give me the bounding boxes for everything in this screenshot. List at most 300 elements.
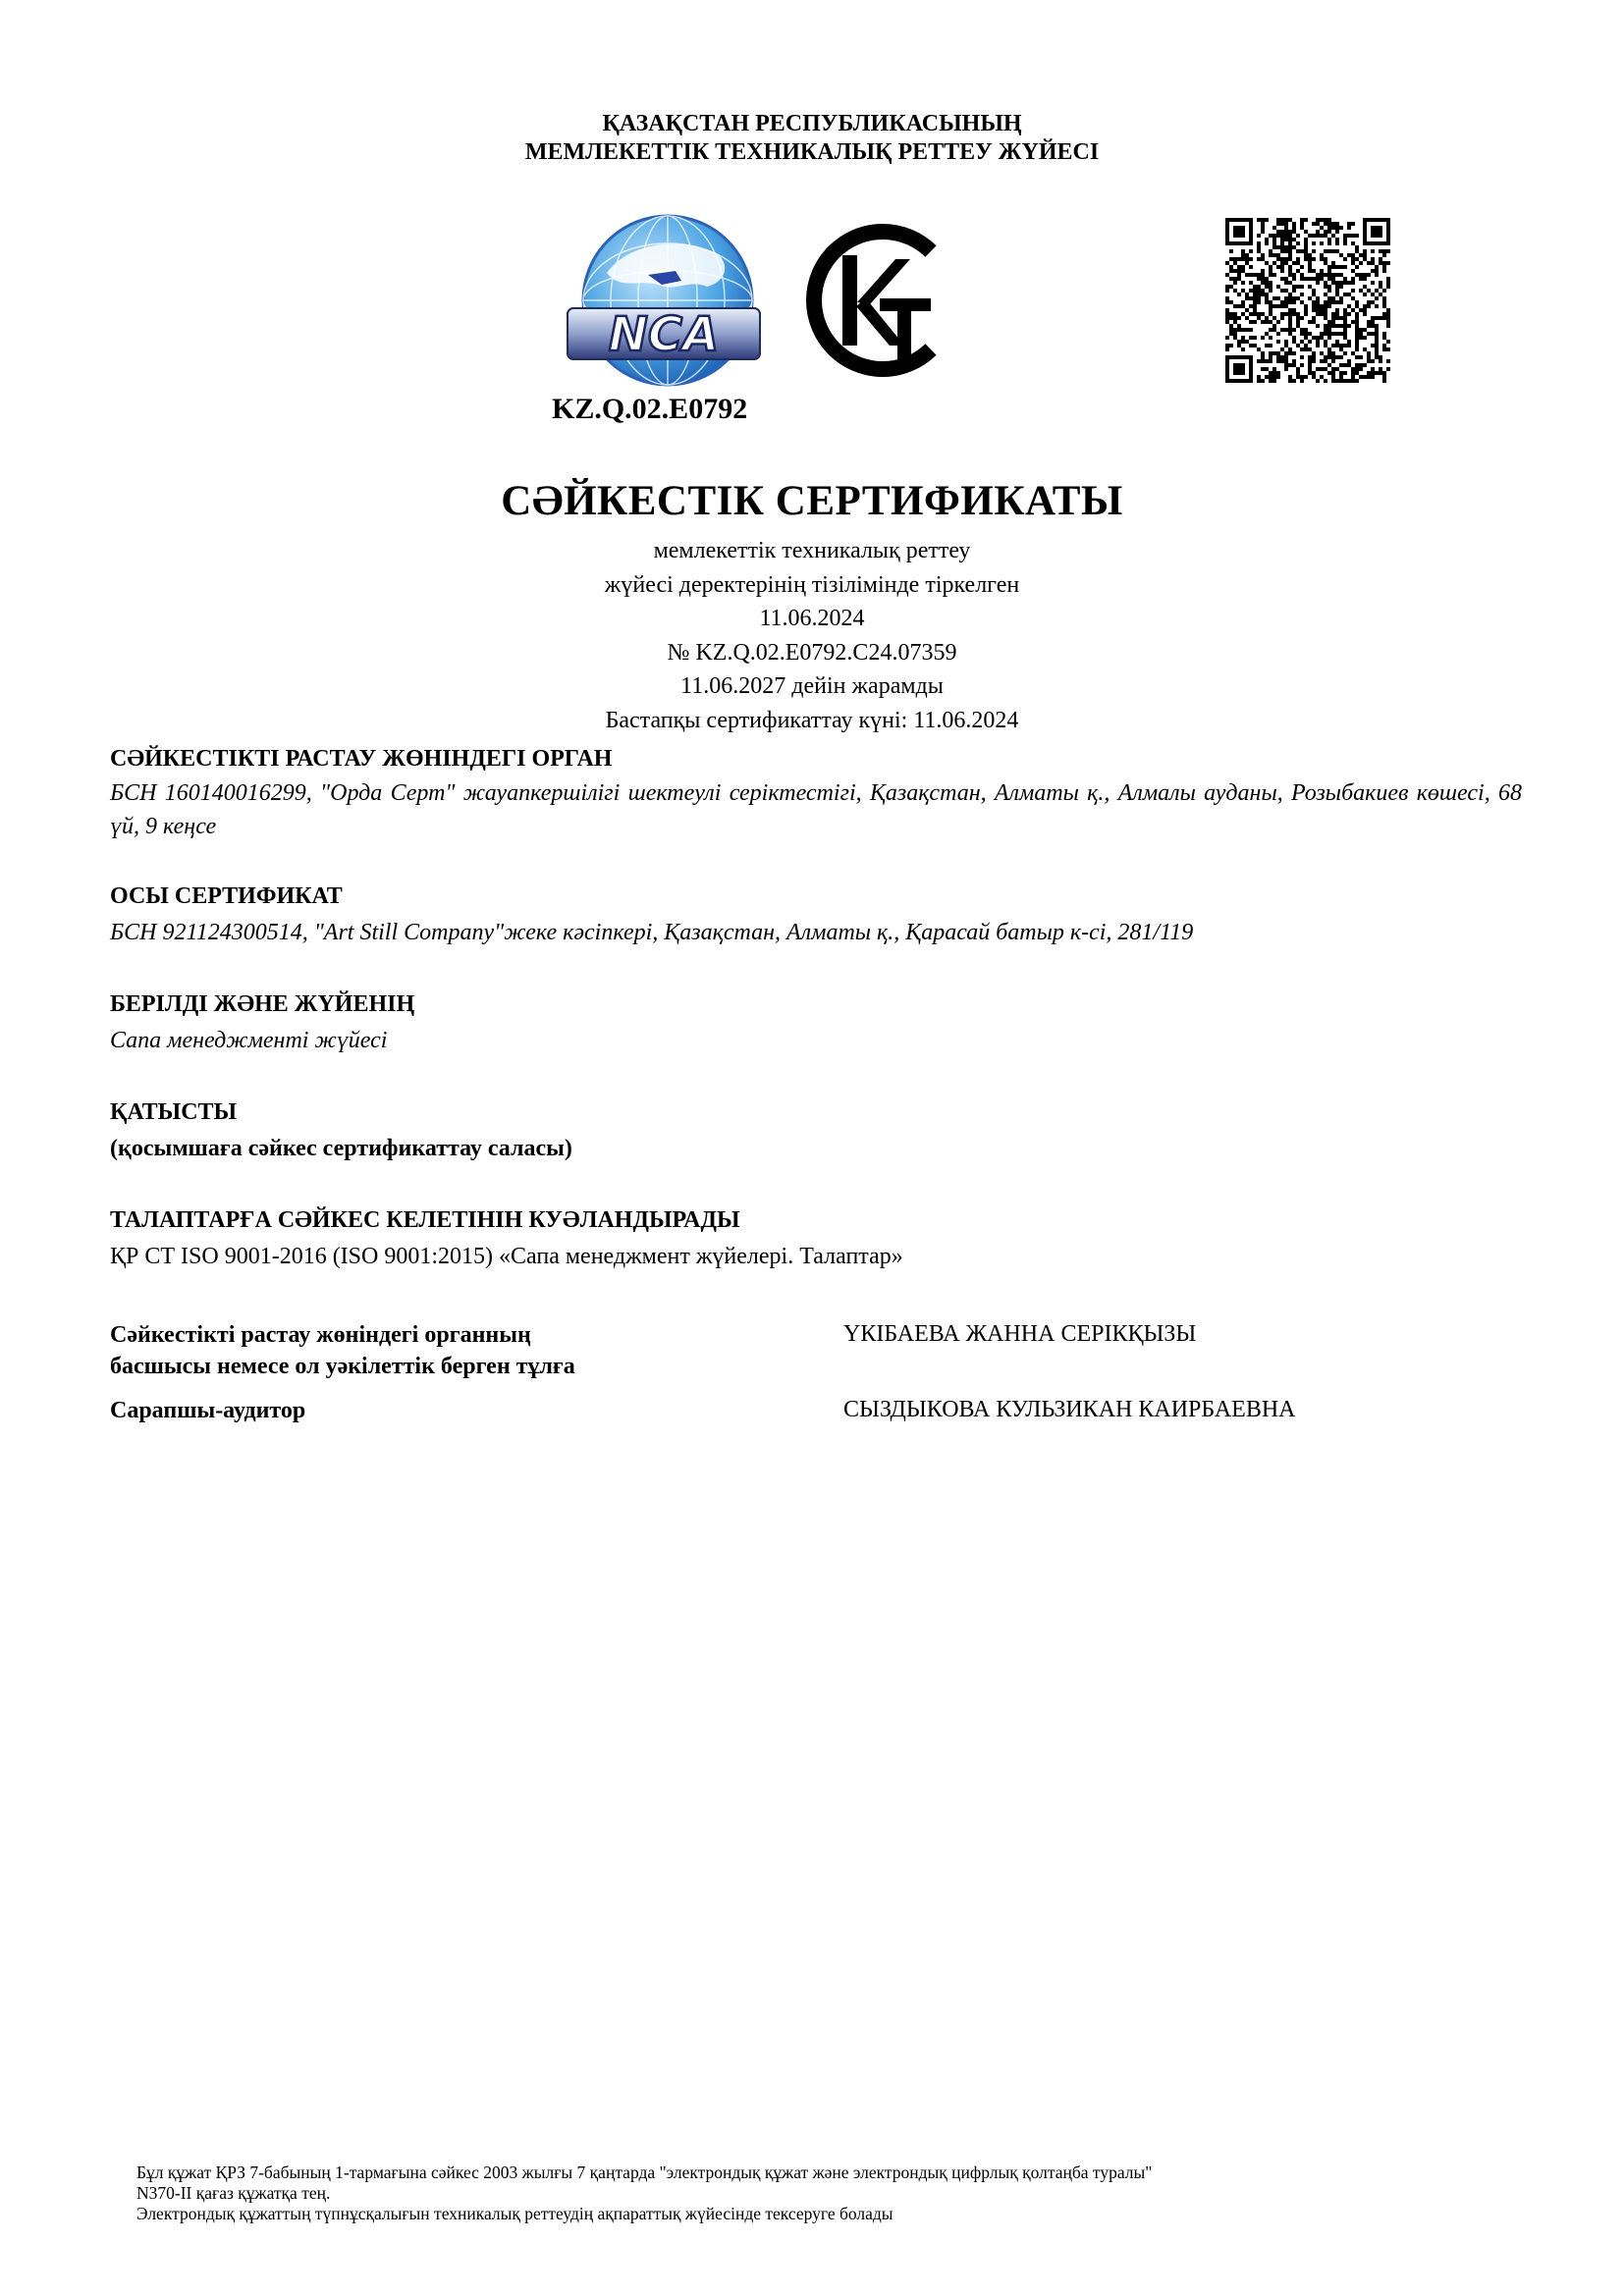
qr-module <box>1339 332 1343 336</box>
qr-module <box>1339 296 1343 300</box>
qr-module <box>1225 300 1229 304</box>
qr-module <box>1367 355 1371 359</box>
qr-module <box>1355 312 1359 316</box>
qr-module <box>1351 320 1355 324</box>
qr-module <box>1280 347 1284 351</box>
qr-module <box>1300 316 1304 320</box>
qr-module <box>1371 320 1375 324</box>
qr-module <box>1343 293 1347 296</box>
qr-module <box>1257 316 1261 320</box>
qr-module <box>1261 226 1265 230</box>
qr-module <box>1367 273 1371 277</box>
signatory-name-auditor: СЫЗДЫКОВА КУЛЬЗИКАН КАИРБАЕВНА <box>843 1397 1296 1422</box>
qr-module <box>1304 328 1308 332</box>
qr-module <box>1327 347 1331 351</box>
qr-module <box>1316 324 1320 328</box>
qr-module <box>1284 300 1288 304</box>
qr-module <box>1324 308 1327 312</box>
qr-module <box>1327 265 1331 269</box>
qr-module <box>1225 347 1229 351</box>
qr-module <box>1261 269 1265 273</box>
qr-module <box>1225 316 1229 320</box>
qr-module <box>1284 340 1288 344</box>
qr-module <box>1351 257 1355 261</box>
qr-module <box>1367 289 1371 293</box>
qr-module <box>1386 359 1390 363</box>
qr-module <box>1347 234 1351 238</box>
qr-module <box>1304 347 1308 351</box>
qr-module <box>1261 355 1265 359</box>
system-heading: БЕРІЛДІ ЖӘНЕ ЖҮЙЕНІҢ <box>110 991 415 1017</box>
qr-module <box>1355 363 1359 367</box>
qr-module <box>1335 230 1339 234</box>
qr-module <box>1261 277 1265 281</box>
qr-module <box>1253 320 1257 324</box>
qr-module <box>1327 273 1331 277</box>
qr-module <box>1233 261 1237 265</box>
qr-module <box>1355 273 1359 277</box>
qr-module <box>1229 265 1233 269</box>
qr-module <box>1265 285 1269 289</box>
qr-module <box>1229 324 1233 328</box>
qr-module <box>1347 344 1351 347</box>
qr-module <box>1308 340 1312 344</box>
qr-module <box>1347 312 1351 316</box>
qr-module <box>1225 312 1229 316</box>
qr-module <box>1331 261 1335 265</box>
qr-module <box>1363 253 1367 257</box>
header <box>0 110 1624 167</box>
qr-module <box>1300 355 1304 359</box>
qr-module <box>1331 324 1335 328</box>
qr-module <box>1331 222 1335 226</box>
qr-module <box>1339 226 1343 230</box>
qr-module <box>1379 293 1382 296</box>
qr-module <box>1276 359 1280 363</box>
qr-module <box>1257 257 1261 261</box>
qr-module <box>1288 296 1292 300</box>
qr-module <box>1367 332 1371 336</box>
qr-module <box>1324 304 1327 308</box>
qr-module <box>1280 316 1284 320</box>
qr-module <box>1284 312 1288 316</box>
qr-module <box>1280 245 1284 249</box>
qr-module <box>1304 332 1308 336</box>
qr-module <box>1288 328 1292 332</box>
qr-module <box>1276 296 1280 300</box>
qr-module <box>1272 261 1276 265</box>
qr-module <box>1304 241 1308 245</box>
qr-module <box>1327 328 1331 332</box>
qr-module <box>1241 304 1245 308</box>
qr-module <box>1355 332 1359 336</box>
qr-module <box>1245 261 1249 265</box>
qr-module <box>1343 351 1347 355</box>
requirements-text: ҚР СТ ISO 9001-2016 (ISO 9001:2015) «Сапа менеджмент жүйелері. Талаптар» <box>110 1244 903 1269</box>
qr-module <box>1335 241 1339 245</box>
qr-module <box>1237 265 1241 269</box>
qr-module <box>1312 249 1316 253</box>
qr-module <box>1351 269 1355 273</box>
qr-module <box>1316 277 1320 281</box>
qr-module <box>1284 245 1288 249</box>
qr-module <box>1261 312 1265 316</box>
qr-module <box>1245 316 1249 320</box>
qr-module <box>1241 257 1245 261</box>
qr-module <box>1327 285 1331 289</box>
qr-module <box>1225 344 1229 347</box>
qr-module <box>1225 320 1229 324</box>
qr-module <box>1296 375 1300 379</box>
qr-module <box>1359 308 1363 312</box>
qr-module <box>1320 359 1324 363</box>
qr-module <box>1265 344 1269 347</box>
qr-module <box>1363 308 1367 312</box>
qr-module <box>1300 363 1304 367</box>
qr-module <box>1327 355 1331 359</box>
qr-module <box>1324 332 1327 336</box>
qr-module <box>1343 277 1347 281</box>
qr-module <box>1276 245 1280 249</box>
qr-module <box>1253 293 1257 296</box>
qr-module <box>1296 269 1300 273</box>
qr-module <box>1335 265 1339 269</box>
qr-module <box>1308 269 1312 273</box>
qr-module <box>1292 328 1296 332</box>
qr-module <box>1335 300 1339 304</box>
qr-module <box>1351 241 1355 245</box>
qr-module <box>1331 379 1335 383</box>
qr-module <box>1363 363 1367 367</box>
qr-module <box>1363 347 1367 351</box>
qr-module <box>1382 347 1386 351</box>
qr-module <box>1331 281 1335 285</box>
qr-module <box>1292 359 1296 363</box>
qr-module <box>1308 355 1312 359</box>
qr-module <box>1284 304 1288 308</box>
qr-module <box>1272 296 1276 300</box>
qr-module <box>1261 222 1265 226</box>
signatory-role-head <box>110 1319 575 1382</box>
qr-module <box>1324 249 1327 253</box>
qr-module <box>1300 379 1304 383</box>
qr-module <box>1269 300 1272 304</box>
qr-module <box>1359 273 1363 277</box>
qr-module <box>1327 277 1331 281</box>
qr-module <box>1308 285 1312 289</box>
qr-module <box>1339 347 1343 351</box>
qr-module <box>1265 238 1269 241</box>
qr-module <box>1272 253 1276 257</box>
qr-module <box>1269 253 1272 257</box>
qr-module <box>1335 281 1339 285</box>
qr-module <box>1261 359 1265 363</box>
qr-module <box>1355 367 1359 371</box>
qr-module <box>1363 293 1367 296</box>
qr-module <box>1343 336 1347 340</box>
qr-module <box>1327 230 1331 234</box>
qr-module <box>1375 269 1379 273</box>
qr-module <box>1331 359 1335 363</box>
qr-module <box>1335 332 1339 336</box>
qr-module <box>1339 285 1343 289</box>
qr-module <box>1292 312 1296 316</box>
qr-module <box>1320 257 1324 261</box>
qr-module <box>1375 351 1379 355</box>
qr-module <box>1351 222 1355 226</box>
qr-module <box>1331 332 1335 336</box>
qr-module <box>1292 261 1296 265</box>
qr-module <box>1229 328 1233 332</box>
qr-module <box>1320 375 1324 379</box>
qr-module <box>1351 367 1355 371</box>
qr-module <box>1253 300 1257 304</box>
qr-module <box>1237 324 1241 328</box>
qr-module <box>1280 261 1284 265</box>
qr-module <box>1367 371 1371 375</box>
qr-module <box>1253 289 1257 293</box>
qr-module <box>1331 316 1335 320</box>
qr-module <box>1379 367 1382 371</box>
qr-module <box>1320 336 1324 340</box>
qr-module <box>1261 379 1265 383</box>
qr-module <box>1269 312 1272 316</box>
qr-module <box>1296 316 1300 320</box>
qr-module <box>1288 316 1292 320</box>
qr-module <box>1308 253 1312 257</box>
qr-module <box>1327 289 1331 293</box>
qr-module <box>1367 300 1371 304</box>
qr-module <box>1386 316 1390 320</box>
qr-module <box>1324 312 1327 316</box>
qr-module <box>1371 249 1375 253</box>
qr-module <box>1347 226 1351 230</box>
qr-module <box>1355 336 1359 340</box>
qr-module <box>1324 328 1327 332</box>
qr-module <box>1304 304 1308 308</box>
qr-module <box>1324 355 1327 359</box>
qr-module <box>1312 371 1316 375</box>
qr-module <box>1272 328 1276 332</box>
qr-module <box>1308 265 1312 269</box>
qr-module <box>1316 379 1320 383</box>
qr-module <box>1249 289 1253 293</box>
valid-until: 11.06.2027 дейін жарамды <box>680 673 944 699</box>
qr-module <box>1351 289 1355 293</box>
qr-module <box>1233 289 1237 293</box>
qr-module <box>1249 312 1253 316</box>
qr-module <box>1292 379 1296 383</box>
qr-module <box>1300 277 1304 281</box>
qr-module <box>1351 296 1355 300</box>
qr-module <box>1355 257 1359 261</box>
qr-module <box>1335 344 1339 347</box>
qr-module <box>1367 261 1371 265</box>
qr-module <box>1371 359 1375 363</box>
qr-module <box>1339 355 1343 359</box>
qr-module <box>1316 340 1320 344</box>
qr-module <box>1343 379 1347 383</box>
qr-module <box>1308 320 1312 324</box>
qr-module <box>1320 308 1324 312</box>
qr-module <box>1335 340 1339 344</box>
qr-module <box>1335 249 1339 253</box>
scope-subheading: (қосымшаға сәйкес сертификаттау саласы) <box>110 1136 572 1161</box>
qr-module <box>1347 293 1351 296</box>
qr-module <box>1359 375 1363 379</box>
qr-module <box>1339 253 1343 257</box>
qr-module <box>1379 355 1382 359</box>
qr-module <box>1253 304 1257 308</box>
certification-body-heading: СӘЙКЕСТІКТІ РАСТАУ ЖӨНІНДЕГІ ОРГАН <box>110 746 613 772</box>
qr-module <box>1351 375 1355 379</box>
kt-logo-text: KT <box>793 220 795 221</box>
qr-module <box>1249 336 1253 340</box>
qr-module <box>1324 281 1327 285</box>
qr-module <box>1300 332 1304 336</box>
qr-module <box>1300 347 1304 351</box>
qr-module <box>1292 277 1296 281</box>
qr-module <box>1347 324 1351 328</box>
qr-module <box>1312 355 1316 359</box>
qr-code[interactable] <box>1225 218 1390 383</box>
qr-module <box>1280 238 1284 241</box>
qr-module <box>1269 375 1272 379</box>
qr-module <box>1288 253 1292 257</box>
qr-module <box>1292 245 1296 249</box>
qr-module <box>1316 312 1320 316</box>
qr-module <box>1359 289 1363 293</box>
qr-module <box>1280 257 1284 261</box>
qr-module <box>1284 351 1288 355</box>
qr-module <box>1367 359 1371 363</box>
qr-module <box>1276 234 1280 238</box>
qr-module <box>1276 285 1280 289</box>
qr-module <box>1339 300 1343 304</box>
footer-line-1: Бұл құжат ҚРЗ 7-бабының 1-тармағына сәйкес 2003 жылғы 7 қаңтарда "электрондық құжат және электрондық цифрлық қолтаңба туралы" <box>136 2163 1153 2182</box>
qr-module <box>1375 296 1379 300</box>
qr-module <box>1269 308 1272 312</box>
qr-module <box>1316 273 1320 277</box>
qr-module <box>1276 340 1280 344</box>
qr-module <box>1335 379 1339 383</box>
qr-module <box>1371 371 1375 375</box>
initial-certification-date: Бастапқы сертификаттау күні: 11.06.2024 <box>605 707 1019 733</box>
qr-module <box>1272 375 1276 379</box>
qr-module <box>1292 230 1296 234</box>
qr-module <box>1304 230 1308 234</box>
qr-module <box>1304 238 1308 241</box>
qr-module <box>1320 269 1324 273</box>
qr-module <box>1363 304 1367 308</box>
qr-module <box>1379 359 1382 363</box>
qr-module <box>1312 300 1316 304</box>
qr-module <box>1382 379 1386 383</box>
qr-module <box>1280 312 1284 316</box>
qr-module <box>1327 218 1331 222</box>
qr-module <box>1225 308 1229 312</box>
qr-module <box>1371 281 1375 285</box>
qr-module <box>1367 304 1371 308</box>
qr-module <box>1261 289 1265 293</box>
qr-module <box>1339 344 1343 347</box>
qr-module <box>1249 265 1253 269</box>
qr-module <box>1347 340 1351 344</box>
qr-module <box>1375 332 1379 336</box>
qr-module <box>1265 320 1269 324</box>
qr-module <box>1249 320 1253 324</box>
qr-module <box>1382 316 1386 320</box>
qr-module <box>1382 249 1386 253</box>
qr-module <box>1288 308 1292 312</box>
qr-module <box>1312 320 1316 324</box>
qr-module <box>1343 312 1347 316</box>
qr-module <box>1312 316 1316 320</box>
qr-module <box>1269 328 1272 332</box>
registration-date: 11.06.2024 <box>759 606 865 631</box>
qr-module <box>1386 277 1390 281</box>
qr-module <box>1249 344 1253 347</box>
requirements-heading: ТАЛАПТАРҒА СӘЙКЕС КЕЛЕТІНІН КУӘЛАНДЫРАДЫ <box>110 1207 740 1233</box>
qr-module <box>1363 277 1367 281</box>
qr-module <box>1343 241 1347 245</box>
qr-module <box>1308 367 1312 371</box>
qr-module <box>1382 265 1386 269</box>
qr-module <box>1371 316 1375 320</box>
registration-line-2: жүйесі деректерінің тізілімінде тіркелген <box>604 571 1020 598</box>
qr-module <box>1300 375 1304 379</box>
qr-module <box>1351 371 1355 375</box>
qr-module <box>1245 296 1249 300</box>
qr-module <box>1276 257 1280 261</box>
qr-module <box>1308 363 1312 367</box>
qr-module <box>1375 273 1379 277</box>
qr-module <box>1386 312 1390 316</box>
qr-module <box>1371 293 1375 296</box>
qr-module <box>1367 320 1371 324</box>
qr-module <box>1288 324 1292 328</box>
qr-module <box>1382 371 1386 375</box>
qr-module <box>1241 328 1245 332</box>
qr-module <box>1265 367 1269 371</box>
qr-module <box>1351 234 1355 238</box>
qr-module <box>1296 324 1300 328</box>
qr-module <box>1292 222 1296 226</box>
qr-module <box>1229 344 1233 347</box>
qr-module <box>1276 222 1280 226</box>
qr-module <box>1296 371 1300 375</box>
qr-module <box>1253 273 1257 277</box>
qr-module <box>1371 324 1375 328</box>
qr-module <box>1253 285 1257 289</box>
qr-module <box>1229 332 1233 336</box>
qr-module <box>1359 367 1363 371</box>
qr-module <box>1331 351 1335 355</box>
qr-module <box>1351 277 1355 281</box>
qr-module <box>1371 261 1375 265</box>
qr-module <box>1272 241 1276 245</box>
qr-module <box>1335 285 1339 289</box>
qr-module <box>1245 340 1249 344</box>
qr-module <box>1355 371 1359 375</box>
qr-module <box>1269 379 1272 383</box>
qr-module <box>1327 249 1331 253</box>
qr-module <box>1324 273 1327 277</box>
qr-module <box>1359 336 1363 340</box>
qr-module <box>1225 336 1229 340</box>
qr-module <box>1245 253 1249 257</box>
qr-module <box>1265 332 1269 336</box>
